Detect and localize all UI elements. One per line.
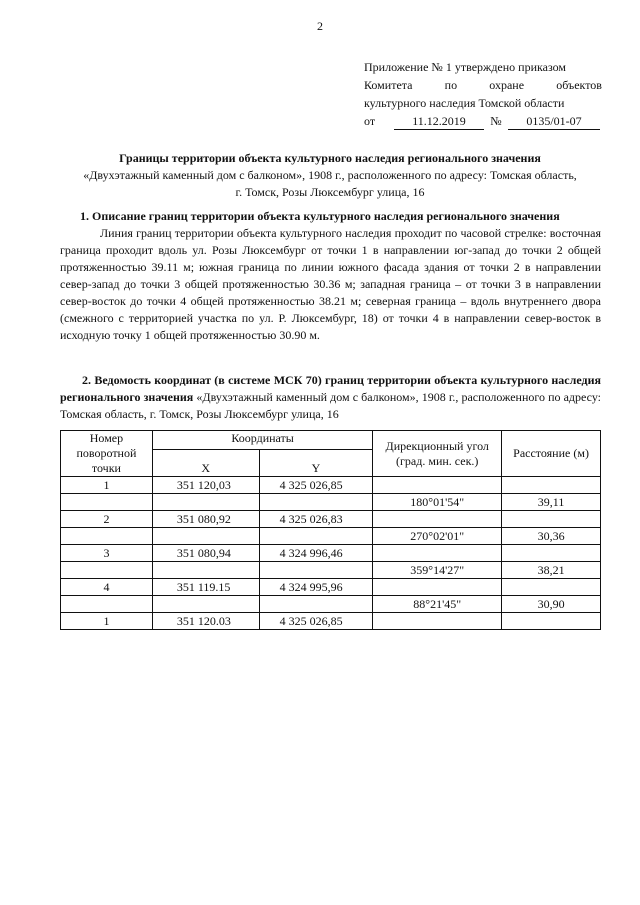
section-1-heading <box>60 208 601 225</box>
point-cell: 4 <box>61 579 153 596</box>
x-cell: 351 120.03 <box>152 613 259 630</box>
angle-cell <box>373 477 502 494</box>
approval-stamp <box>364 58 602 130</box>
table-row <box>61 511 601 528</box>
table-row <box>61 528 601 545</box>
section-2-number: 2. <box>82 373 91 387</box>
section-2-title: Ведомость координат (в системе МСК 70) границ территории объекта культурного наследия регионального значения <box>60 373 602 404</box>
approval-line-2 <box>364 76 602 94</box>
y-cell: 4 325 026,85 <box>259 477 373 494</box>
angle-cell <box>373 545 502 562</box>
distance-cell: 39,11 <box>502 494 601 511</box>
x-cell <box>152 528 259 545</box>
title-line-2: «Двухэтажный каменный дом с балконом», 1908 г., расположенного по адресу: Томская область, <box>83 168 577 182</box>
y-cell: 4 324 995,96 <box>259 579 373 596</box>
y-cell <box>259 596 373 613</box>
approval-date-line <box>364 112 602 130</box>
x-cell <box>152 562 259 579</box>
approval-word: по <box>444 78 458 92</box>
header-y: Y <box>259 450 373 477</box>
page-number: 2 <box>317 19 323 33</box>
angle-cell: 180°01'54" <box>373 494 502 511</box>
table-row <box>61 494 601 511</box>
section-1 <box>60 208 601 344</box>
y-cell <box>259 528 373 545</box>
point-cell: 1 <box>61 477 153 494</box>
point-cell <box>61 528 153 545</box>
table-row <box>61 545 601 562</box>
number-prefix: № <box>490 114 502 128</box>
distance-cell <box>502 613 601 630</box>
y-cell <box>259 562 373 579</box>
x-cell <box>152 596 259 613</box>
point-cell: 1 <box>61 613 153 630</box>
x-cell <box>152 494 259 511</box>
y-cell: 4 325 026,85 <box>259 613 373 630</box>
order-date: 11.12.2019 <box>394 114 484 130</box>
section-2 <box>60 372 601 423</box>
approval-word: объектов <box>556 78 602 92</box>
y-cell <box>259 494 373 511</box>
y-cell: 4 324 996,46 <box>259 545 373 562</box>
angle-cell: 359°14'27" <box>373 562 502 579</box>
angle-cell <box>373 511 502 528</box>
distance-cell <box>502 545 601 562</box>
header-coordinates: Координаты <box>152 431 372 450</box>
distance-cell: 30,36 <box>502 528 601 545</box>
angle-cell <box>373 579 502 596</box>
distance-cell <box>502 511 601 528</box>
date-prefix: от <box>364 114 376 128</box>
header-x: X <box>152 450 259 477</box>
distance-cell <box>502 477 601 494</box>
approval-line-3: культурного наследия Томской области <box>364 96 565 110</box>
x-cell: 351 080,92 <box>152 511 259 528</box>
section-1-body: Линия границ территории объекта культурного наследия проходит по часовой стрелке: восточная граница проходит вдоль ул. Розы Люксембург от точки 1 в направлении юг-запад до точки 2 общей протяженностью 39.11 м; южная граница по линии южного фасада здания от точки 2 в направлении север-запад до точки 3 общей протяженностью 30.36 м; западная граница – от точки 3 в направлении север-восток до точки 4 общей протяженностью 38.21 м; северная граница – вдоль внутреннего двора (смежного с территорией участка по ул. Р. Люксембург, 18) от точки 4 в направлении север-восток в исходную точку 1 общей протяженностью 30.90 м. <box>60 226 601 342</box>
angle-cell <box>373 613 502 630</box>
table-row <box>61 613 601 630</box>
header-point: Номер поворотной точки <box>61 431 153 477</box>
point-cell <box>61 494 153 511</box>
x-cell: 351 120,03 <box>152 477 259 494</box>
header-distance: Расстояние (м) <box>502 431 601 477</box>
distance-cell <box>502 579 601 596</box>
section-1-number: 1. <box>80 209 89 223</box>
section-1-title: Описание границ территории объекта культурного наследия регионального значения <box>92 209 560 223</box>
point-cell: 2 <box>61 511 153 528</box>
approval-line-1: Приложение № 1 утверждено приказом <box>364 60 567 74</box>
distance-cell: 30,90 <box>502 596 601 613</box>
table-row <box>61 596 601 613</box>
document-title <box>60 150 600 201</box>
x-cell: 351 119.15 <box>152 579 259 596</box>
approval-word: охране <box>489 78 525 92</box>
order-number: 0135/01-07 <box>508 114 600 130</box>
table-row <box>61 477 601 494</box>
header-angle: Дирекционный угол (град. мин. сек.) <box>373 431 502 477</box>
table-row <box>61 579 601 596</box>
approval-word: Комитета <box>364 78 413 92</box>
coordinates-table <box>60 430 601 630</box>
point-cell <box>61 562 153 579</box>
x-cell: 351 080,94 <box>152 545 259 562</box>
title-line-3: г. Томск, Розы Люксембург улица, 16 <box>235 185 425 199</box>
y-cell: 4 325 026,83 <box>259 511 373 528</box>
point-cell <box>61 596 153 613</box>
angle-cell: 88°21'45" <box>373 596 502 613</box>
distance-cell: 38,21 <box>502 562 601 579</box>
angle-cell: 270°02'01" <box>373 528 502 545</box>
section-2-body: «Двухэтажный каменный дом с балконом», 1908 г., расположенного по адресу: Томская область, г. Томск, Розы Люксембург улица, 16 <box>60 390 602 421</box>
point-cell: 3 <box>61 545 153 562</box>
title-heading: Границы территории объекта культурного наследия регионального значения <box>119 151 541 165</box>
table-row <box>61 562 601 579</box>
